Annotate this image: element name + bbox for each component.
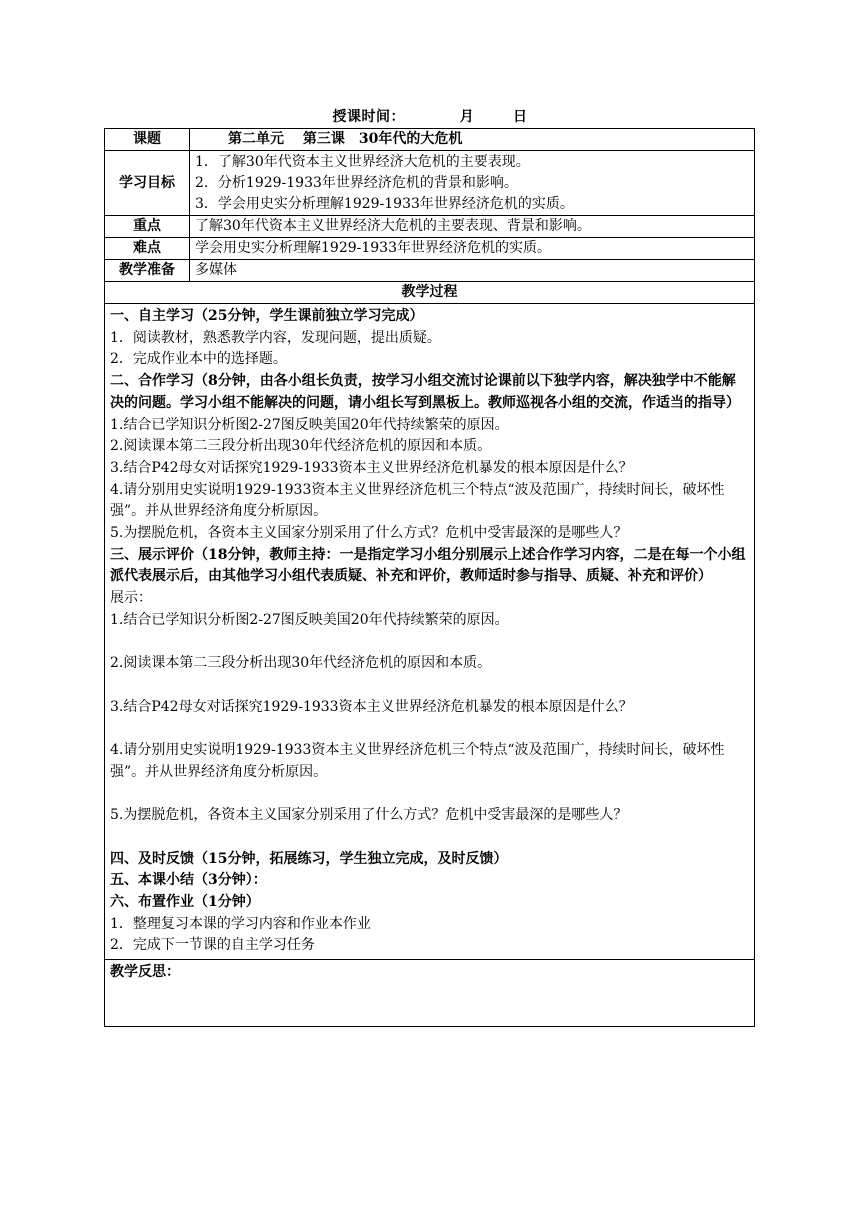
section-heading-homework: 六、布置作业（1分钟） [110,893,260,910]
month-label: 月 [459,109,475,125]
process-item: 1.结合已学知识分析图2-27图反映美国20年代持续繁荣的原因。 [110,611,509,628]
lesson-plan-table [104,128,755,1027]
process-item: 1．阅读教材，熟悉教学内容，发现问题，提出质疑。 [110,329,441,346]
goal-item: 1．了解30年代资本主义世界经济大危机的主要表现。 [195,153,530,170]
section-heading-summary: 五、本课小结（3分钟）： [110,872,267,889]
process-item: 2．完成作业本中的选择题。 [110,351,287,368]
preparation-row [105,260,755,282]
goal-item: 3．学会用史实分析理解1929-1933年世界经济危机的实质。 [195,195,574,212]
goals-cell [190,151,755,216]
section-heading-cooperative: 二、合作学习（8分钟，由各小组长负责，按学习小组交流讨论课前以下独学内容，解决独学中不能解决的问题。学习小组不能解决的问题，请小组长写到黑板上。教师巡视各小组的交流，作适当的指导） [110,373,740,411]
blank-line [110,783,749,805]
blank-line [110,718,749,740]
goals-label: 学习目标 [105,151,190,216]
process-item: 5.为摆脱危机，各资本主义国家分别采用了什么方式？危机中受害最深的是哪些人？ [110,525,628,542]
topic-label: 课题 [105,129,190,151]
process-item: 1．整理复习本课的学习内容和作业本作业 [110,915,371,932]
process-item: 3.结合P42母女对话探究1929-1933资本主义世界经济危机暴发的根本原因是什么？ [110,459,633,476]
process-item: 3.结合P42母女对话探究1929-1933资本主义世界经济危机暴发的根本原因是什么？ [110,698,633,715]
process-row [105,304,755,960]
presentation-label: 展示： [110,590,152,607]
process-item: 4.请分别用史实说明1929-1933资本主义世界经济危机三个特点“波及范围广，持续时间长，破坏性强”。并从世界经济角度分析原因。 [110,742,725,780]
process-item: 2.阅读课本第二三段分析出现30年代经济危机的原因和本质。 [110,438,492,455]
process-item: 5.为摆脱危机，各资本主义国家分别采用了什么方式？危机中受害最深的是哪些人？ [110,807,628,824]
topic-row [105,129,755,151]
blank-line [110,827,749,849]
section-heading-self-study: 一、自主学习（25分钟，学生课前独立学习完成） [110,308,424,324]
section-heading-feedback: 四、及时反馈（15分钟，拓展练习，学生独立完成，及时反馈） [110,850,508,867]
goals-row [105,151,755,216]
process-title-row [105,282,755,304]
difficulty-value: 学会用史实分析理解1929-1933年世界经济危机的实质。 [190,238,755,260]
section-heading-presentation: 三、展示评价（18分钟，教师主持：一是指定学习小组分别展示上述合作学习内容，二是在每一个小组派代表展示后，由其他学习小组代表质疑、补充和评价，教师适时参与指导、质疑、补充和评价） [110,546,746,585]
process-item: 2.阅读课本第二三段分析出现30年代经济危机的原因和本质。 [110,655,492,672]
preparation-value: 多媒体 [190,260,755,282]
process-title: 教学过程 [105,282,755,304]
process-item: 1.结合已学知识分析图2-27图反映美国20年代持续繁荣的原因。 [110,416,509,433]
key-point-value: 了解30年代资本主义世界经济大危机的主要表现、背景和影响。 [190,216,755,238]
goal-item: 2．分析1929-1933年世界经济危机的背景和影响。 [195,174,518,191]
key-point-row [105,216,755,238]
topic-value: 第二单元 第三课 30年代的大危机 [190,129,755,151]
blank-line [110,675,749,697]
process-item: 2．完成下一节课的自主学习任务 [110,937,315,954]
difficulty-label: 难点 [105,238,190,260]
preparation-label: 教学准备 [105,260,190,282]
blank-line [110,632,749,654]
lesson-date-line [0,106,860,126]
day-label: 日 [513,109,528,125]
reflection-row [105,960,755,1027]
difficulty-row [105,238,755,260]
process-body [105,304,755,960]
reflection-label: 教学反思： [105,960,755,1027]
key-point-label: 重点 [105,216,190,238]
process-item: 4.请分别用史实说明1929-1933资本主义世界经济危机三个特点“波及范围广，持续时间长，破坏性强”。并从世界经济角度分析原因。 [110,481,725,520]
date-label: 授课时间： [332,109,405,125]
